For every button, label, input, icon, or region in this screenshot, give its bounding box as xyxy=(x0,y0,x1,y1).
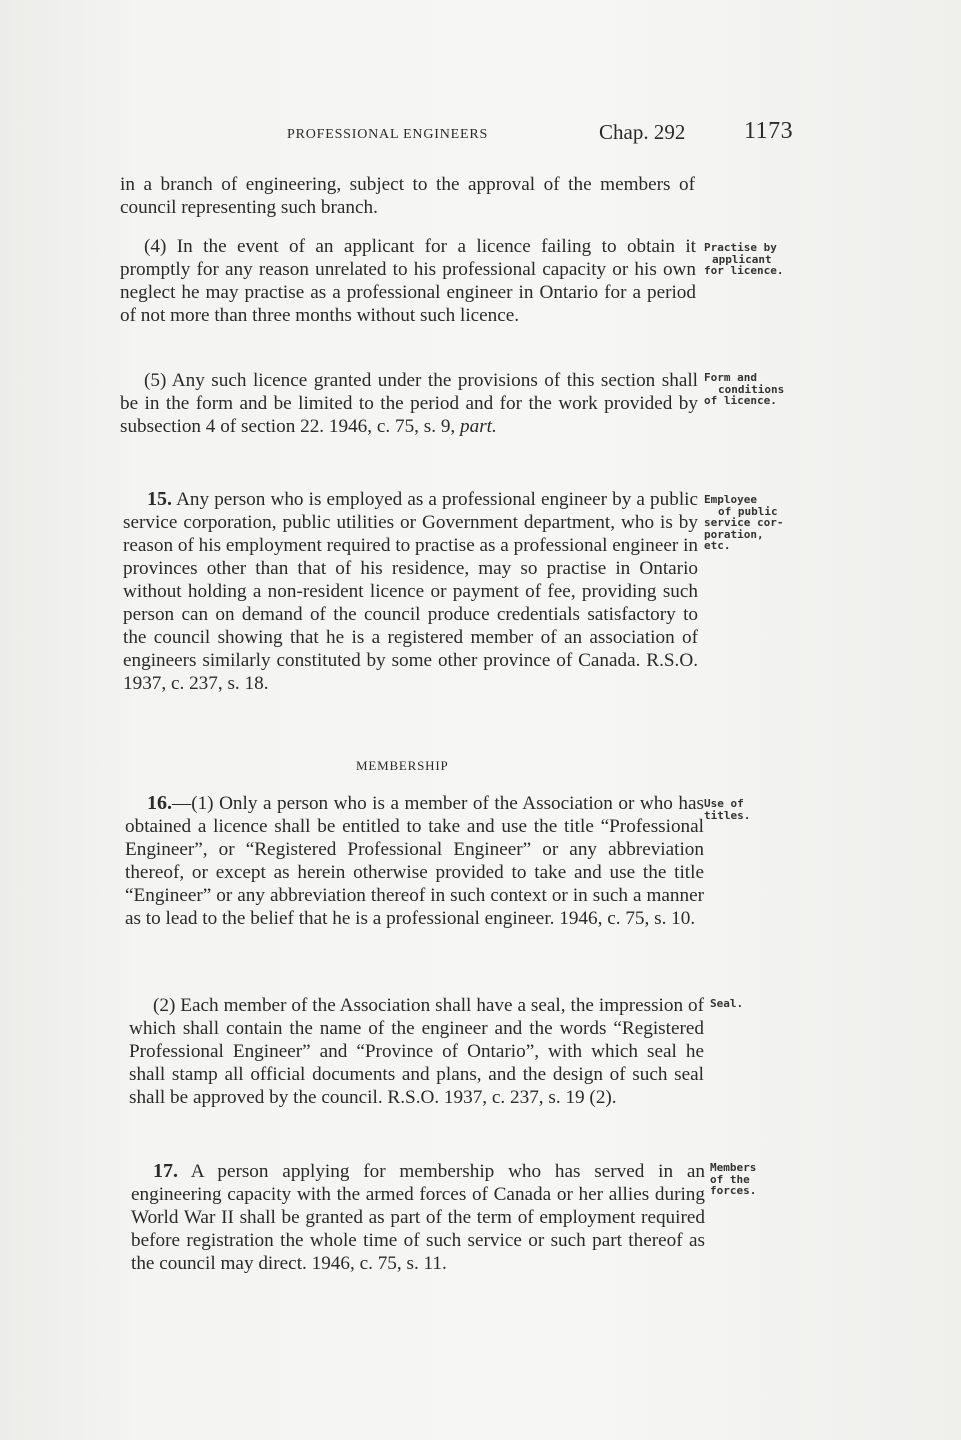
margin-note-line: titles. xyxy=(704,808,751,822)
paragraph-text: Any person who is employed as a professional engineer by a public service corporation, public utilities or Government department, who is by reason of his employment required to practise as a professional engineer in provinces other than that of his residence, may so practise in Ontario without holding a non-resident licence or payment of fee, providing such person can on demand of the council produce credentials satisfactory to the council showing that he is a registered member of an association of engineers similarly constituted by some other province of Canada. R.S.O. 1937, c. 237, s. 18. xyxy=(123,489,698,694)
margin-note-line: of public xyxy=(718,504,778,518)
margin-note-line: Employee xyxy=(704,493,757,506)
margin-note-line: applicant xyxy=(712,252,772,266)
paragraph-subsection-4 xyxy=(120,235,696,327)
paragraph-text: in a branch of engineering, subject to the approval of the members of council representing such branch. xyxy=(120,174,695,218)
margin-note-line: poration, etc. xyxy=(704,527,764,552)
running-title: PROFESSIONAL ENGINEERS xyxy=(287,127,489,142)
margin-note-line: Seal. xyxy=(710,997,744,1010)
paragraph-text: (4) In the event of an applicant for a licence failing to obtain it promptly for any reason unrelated to his professional capacity or his own neglect he may practise as a professional engineer in Ontario for a period of not more than three months without such licence. xyxy=(120,236,696,326)
page-header xyxy=(0,118,961,148)
margin-note-forces xyxy=(710,1162,800,1197)
section-number: 17. xyxy=(153,1160,178,1182)
margin-note-line: Practise by xyxy=(704,241,777,254)
margin-note-line: forces. xyxy=(710,1184,757,1197)
margin-note-line: of the xyxy=(710,1172,750,1186)
paragraph-section-15 xyxy=(123,488,698,695)
paragraph-section-16 xyxy=(125,792,704,930)
section-heading: MEMBERSHIP xyxy=(356,758,449,773)
page-number: 1173 xyxy=(744,118,794,144)
paragraph-text: (5) Any such licence granted under the provisions of this section shall be in the form and be limited to the period and for the work provided by subsection 4 of section 22. 1946, c. 75, s. 9, xyxy=(120,370,698,437)
margin-note-line: Members xyxy=(710,1161,757,1174)
chapter-label: Chap. 292 xyxy=(599,120,686,144)
paragraph-subsection-5 xyxy=(120,369,698,438)
margin-note-titles xyxy=(704,798,794,821)
margin-note-form xyxy=(704,372,794,407)
paragraph-text: (2) Each member of the Association shall have a seal, the impression of which shall contain the name of the engineer and the words “Registered Professional Engineer” and “Province of Ontario”, with which seal he shall stamp all official documents and plans, and the design of such seal shall be approved by the council. R.S.O. 1937, c. 237, s. 19 (2). xyxy=(129,995,704,1108)
margin-note-line: for licence. xyxy=(704,264,784,277)
paragraph-text: A person applying for membership who has served in an engineering capacity with the armed forces of Canada or her allies during World War II shall be granted as part of the term of employment required before registration the whole time of such service or such part thereof as the council may direct. 1946, c. 75, s. 11. xyxy=(131,1161,705,1274)
margin-note-line: Use of xyxy=(704,797,744,810)
margin-note-line: service cor- xyxy=(704,516,784,529)
margin-note-line: Form and xyxy=(704,371,757,384)
paragraph-text: —(1) Only a person who is a member of the Association or who has obtained a licence shall be entitled to take and use the title “Professional Engineer”, or “Registered Professional Engineer” or any abbreviation thereof, or except as herein otherwise provided to take and use the title “Engineer” or any abbreviation thereof in such context or in such a manner as to lead to the belief that he is a professional engineer. 1946, c. 75, s. 10. xyxy=(125,793,704,929)
margin-note-line: conditions xyxy=(718,382,785,396)
margin-note-employee xyxy=(704,494,794,552)
paragraph-section-16-2 xyxy=(129,994,704,1109)
margin-note-seal xyxy=(710,998,800,1010)
paragraph-section-17 xyxy=(131,1160,705,1275)
section-number: 16. xyxy=(147,792,172,814)
margin-note-line: of licence. xyxy=(704,394,777,407)
paragraph-italic: part. xyxy=(460,416,497,437)
margin-note-practise xyxy=(704,242,794,277)
section-number: 15. xyxy=(147,488,172,510)
paragraph-continuation xyxy=(120,173,695,219)
